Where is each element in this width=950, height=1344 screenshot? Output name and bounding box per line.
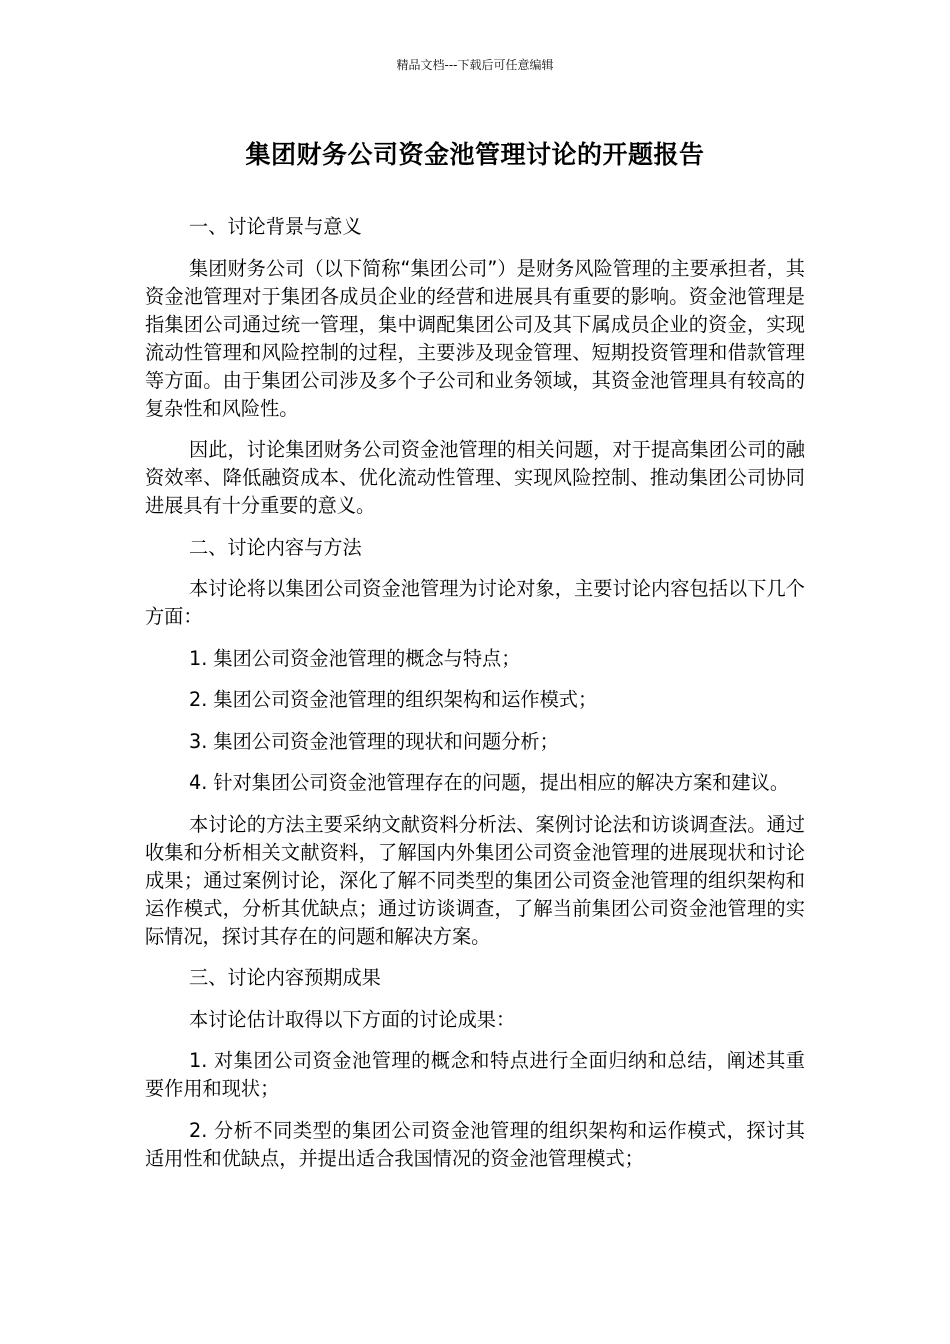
section-heading-expected-results: 三、讨论内容预期成果 xyxy=(189,966,381,989)
body-paragraph: 本讨论的方法主要采纳文献资料分析法、案例讨论法和访谈调查法。通过收集和分析相关文献资料，了解国内外集团公司资金池管理的进展现状和讨论成果；通过案例讨论，深化了解不同类型的集团公司资金池管理的组织架构和运作模式，分析其优缺点；通过访谈调查，了解当前集团公司资金池管理的实际情况，探讨其存在的问题和解决方案。 xyxy=(145,812,805,948)
document-title: 集团财务公司资金池管理讨论的开题报告 xyxy=(245,140,705,169)
section-heading-content-method: 二、讨论内容与方法 xyxy=(189,535,362,559)
body-paragraph: 本讨论估计取得以下方面的讨论成果： xyxy=(189,1007,516,1031)
list-item: 3. 集团公司资金池管理的现状和问题分析； xyxy=(189,729,559,753)
body-paragraph: 本讨论将以集团公司资金池管理为讨论对象，主要讨论内容包括以下几个方面： xyxy=(145,577,805,628)
list-item: 1. 对集团公司资金池管理的概念和特点进行全面归纳和总结，阐述其重要作用和现状； xyxy=(145,1049,805,1100)
list-item: 2. 分析不同类型的集团公司资金池管理的组织架构和运作模式，探讨其适用性和优缺点，并提出适合我国情况的资金池管理模式； xyxy=(145,1118,805,1170)
header-note: 精品文档---下载后可任意编辑 xyxy=(396,58,554,72)
list-item: 1. 集团公司资金池管理的概念与特点； xyxy=(189,646,521,670)
body-paragraph: 因此，讨论集团财务公司资金池管理的相关问题，对于提高集团公司的融资效率、降低融资成本、优化流动性管理、实现风险控制、推动集团公司协同进展具有十分重要的意义。 xyxy=(145,438,805,517)
list-item: 4. 针对集团公司资金池管理存在的问题，提出相应的解决方案和建议。 xyxy=(189,771,790,794)
body-paragraph: 集团财务公司（以下简称“集团公司”）是财务风险管理的主要承担者，其资金池管理对于集团各成员企业的经营和进展具有重要的影响。资金池管理是指集团公司通过统一管理，集中调配集团公司及其下属成员企业的资金，实现流动性管理和风险控制的过程，主要涉及现金管理、短期投资管理和借款管理等方面。由于集团公司涉及多个子公司和业务领域，其资金池管理具有较高的复杂性和风险性。 xyxy=(145,256,805,420)
document-body xyxy=(145,213,805,1186)
section-heading-background: 一、讨论背景与意义 xyxy=(189,215,362,238)
list-item: 2. 集团公司资金池管理的组织架构和运作模式； xyxy=(189,688,598,711)
